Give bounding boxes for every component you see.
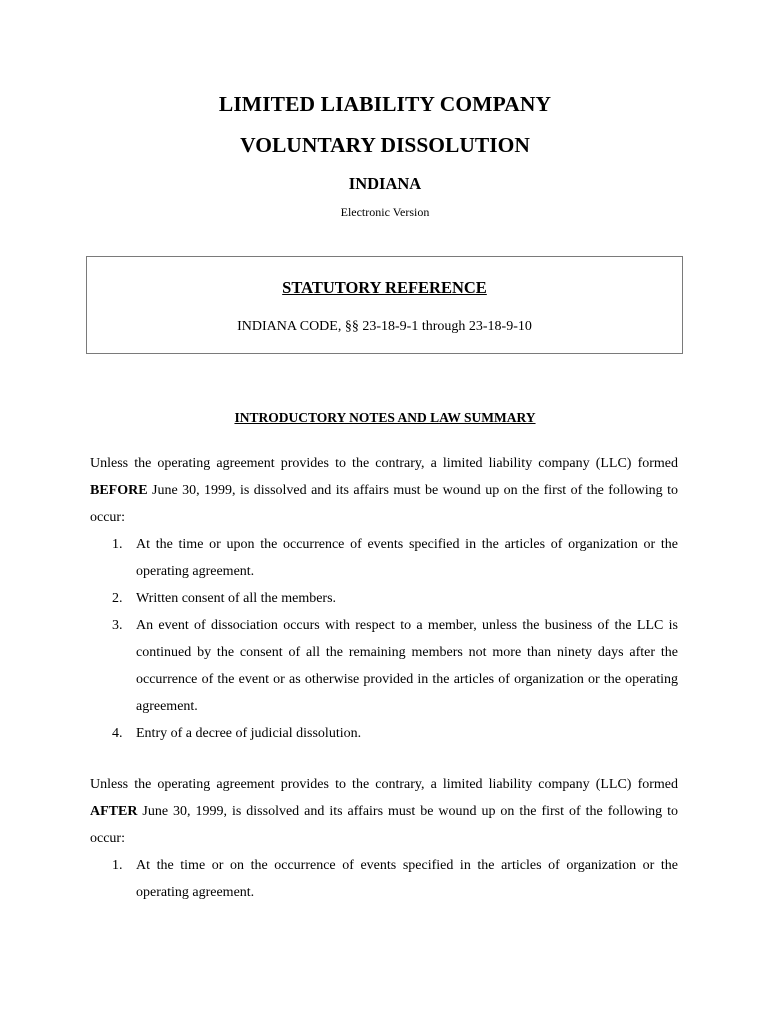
list-item-number: 2. xyxy=(112,591,123,606)
paragraph-bold-word: BEFORE xyxy=(90,483,148,498)
list-item xyxy=(90,720,678,747)
list-item xyxy=(90,852,678,906)
version-label: Electronic Version xyxy=(340,205,430,219)
paragraph-text-end: June 30, 1999, is dissolved and its affairs must be wound up on the first of the following to occur: xyxy=(90,483,678,525)
list-item-number: 3. xyxy=(112,618,123,633)
list-item-number: 1. xyxy=(112,537,123,552)
list-item xyxy=(90,612,678,720)
list-item-text: At the time or upon the occurrence of events specified in the articles of organization or the operating agreement. xyxy=(136,537,678,579)
intro-heading: INTRODUCTORY NOTES AND LAW SUMMARY xyxy=(234,410,536,425)
list-item-number: 4. xyxy=(112,726,123,741)
list-item-text: At the time or on the occurrence of events specified in the articles of organization or the operating agreement. xyxy=(136,858,678,900)
list-item-number: 1. xyxy=(112,858,123,873)
paragraph-text-end: June 30, 1999, is dissolved and its affairs must be wound up on the first of the following to occur: xyxy=(90,804,678,846)
dissolution-events-list-after xyxy=(90,852,678,906)
list-item-text: Entry of a decree of judicial dissolution. xyxy=(136,726,362,741)
statutory-reference-heading: STATUTORY REFERENCE xyxy=(282,278,487,297)
list-item-text: Written consent of all the members. xyxy=(136,591,337,606)
list-item-text: An event of dissociation occurs with respect to a member, unless the business of the LLC is continued by the consent of all the remaining members not more than ninety days after the occurrence of the event or as otherwise provided in the articles of organization or the operating agreement. xyxy=(136,618,678,714)
intro-paragraph-after xyxy=(90,771,678,852)
paragraph-bold-word: AFTER xyxy=(90,804,138,819)
dissolution-events-list-before xyxy=(90,531,678,747)
statutory-reference-box xyxy=(86,256,683,354)
statutory-reference-text: INDIANA CODE, §§ 23-18-9-1 through 23-18-9-10 xyxy=(237,319,532,334)
document-title-line2: VOLUNTARY DISSOLUTION xyxy=(240,133,530,157)
list-item xyxy=(90,585,678,612)
intro-paragraph-before xyxy=(90,450,678,531)
state-name: INDIANA xyxy=(348,174,422,193)
paragraph-text-start: Unless the operating agreement provides to the contrary, a limited liability company (LLC) formed xyxy=(90,777,678,792)
paragraph-text-start: Unless the operating agreement provides to the contrary, a limited liability company (LLC) formed xyxy=(90,456,678,471)
list-item xyxy=(90,531,678,585)
document-title-line1: LIMITED LIABILITY COMPANY xyxy=(218,92,552,116)
